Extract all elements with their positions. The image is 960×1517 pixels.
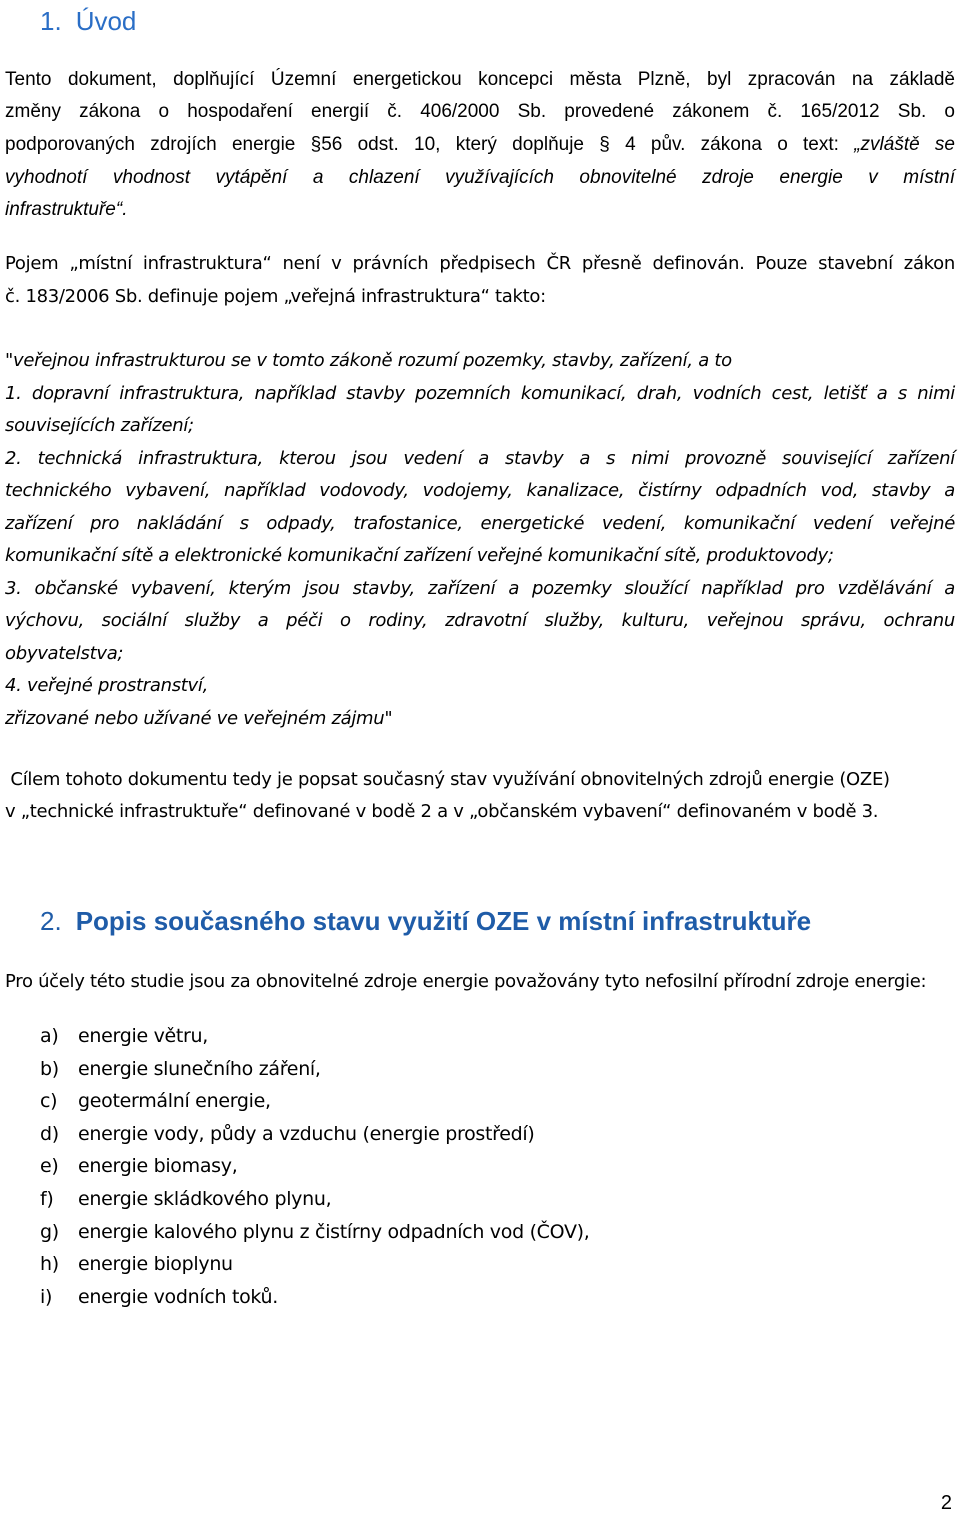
quote-line-9: výchovu, sociální služby a péči o rodiny, zdravotní služby, kulturu, veřejnou správu, ochranu: [5, 610, 955, 631]
quote-line-2: 1. dopravní infrastruktura, například stavby pozemních komunikací, drah, vodních cest, letišť a s nimi: [5, 383, 955, 404]
intro-line-5: infrastruktuře“.: [5, 199, 128, 220]
quote-line-12: zřizované nebo užívané ve veřejném zájmu": [5, 708, 393, 729]
list-item-label: a): [40, 1025, 59, 1047]
list-item-text: energie biomasy,: [78, 1155, 238, 1178]
page-number: 2: [940, 1492, 952, 1514]
quote-line-7: komunikační sítě a elektronické komunikační zařízení veřejné komunikační sítě, produktovody;: [5, 545, 834, 566]
list-item-label: c): [40, 1090, 58, 1113]
quote-line-10: obyvatelstva;: [5, 643, 124, 664]
heading-popis: [40, 906, 811, 937]
cilem-line-1: Cílem tohoto dokumentu tedy je popsat současný stav využívání obnovitelných zdrojů energie (OZE): [5, 769, 890, 790]
list-item-text: energie větru,: [78, 1025, 209, 1047]
intro-line-3-italic: „zvláště se: [854, 134, 955, 155]
heading-title: Úvod: [75, 6, 137, 36]
list-item-text: energie kalového plynu z čistírny odpadních vod (ČOV),: [78, 1220, 590, 1243]
list-item-label: h): [40, 1253, 59, 1276]
list-item-text: energie slunečního záření,: [78, 1057, 321, 1080]
quote-line-1: "veřejnou infrastrukturou se v tomto zákoně rozumí pozemky, stavby, zařízení, a to: [5, 350, 732, 371]
list-item-label: b): [40, 1057, 59, 1080]
list-item: [40, 1183, 331, 1215]
list-item: [40, 1150, 237, 1182]
heading-uvod: [40, 6, 136, 37]
quote-line-8: 3. občanské vybavení, kterým jsou stavby, zařízení a pozemky sloužící například pro vzdělávání a: [5, 578, 955, 599]
quote-line-4: 2. technická infrastruktura, kterou jsou vedení a stavby a s nimi provozně související zařízení: [5, 448, 955, 469]
list-item: [40, 1020, 208, 1052]
list-item-label: f): [40, 1188, 54, 1210]
list-item-text: energie skládkového plynu,: [78, 1188, 332, 1210]
list-item-text: energie vodních toků.: [78, 1285, 279, 1308]
intro-line-1: Tento dokument, doplňující Územní energetickou koncepci města Plzně, byl zpracován na základě: [5, 69, 955, 90]
intro-line-4: vyhodnotí vhodnost vytápění a chlazení využívajících obnovitelné zdroje energie v místní: [5, 167, 955, 188]
heading-number: 1.: [40, 6, 62, 36]
pro-ucely-paragraph: Pro účely této studie jsou za obnovitelné zdroje energie považovány tyto nefosilní přírodní zdroje energie:: [5, 971, 927, 992]
list-item: [40, 1216, 590, 1248]
list-item: [40, 1118, 534, 1150]
list-item: [40, 1281, 278, 1313]
list-item-label: i): [40, 1285, 53, 1308]
intro-line-3-plain: podporovaných zdrojích energie §56 odst. 10, který doplňuje § 4 pův. zákona o text:: [5, 134, 855, 155]
list-item-text: energie vody, půdy a vzduchu (energie prostředí): [78, 1122, 535, 1145]
list-item-text: geotermální energie,: [78, 1090, 271, 1113]
pojem-line-2: č. 183/2006 Sb. definuje pojem „veřejná infrastruktura“ takto:: [5, 286, 546, 307]
quote-line-11: 4. veřejné prostranství,: [5, 675, 209, 696]
cilem-line-2: v „technické infrastruktuře“ definované v bodě 2 a v „občanském vybavení“ definovaném v bodě 3.: [5, 801, 879, 822]
quote-line-5: technického vybavení, například vodovody, vodojemy, kanalizace, čistírny odpadních vod, stavby a: [5, 480, 955, 501]
list-item: [40, 1053, 321, 1085]
heading-title: Popis současného stavu využití OZE v místní infrastruktuře: [75, 906, 812, 936]
quote-line-6: zařízení pro nakládání s odpady, trafostanice, energetické vedení, komunikační vedení veřejné: [5, 513, 955, 534]
intro-line-2: změny zákona o hospodaření energií č. 406/2000 Sb. provedené zákonem č. 165/2012 Sb. o: [5, 101, 955, 122]
list-item-label: e): [40, 1155, 59, 1178]
list-item-label: g): [40, 1220, 59, 1243]
list-item-text: energie bioplynu: [78, 1253, 233, 1276]
pojem-line-1: Pojem „místní infrastruktura“ není v právních předpisech ČR přesně definován. Pouze stavební zákon: [5, 253, 955, 274]
list-item: [40, 1085, 271, 1117]
intro-line-3: [5, 129, 955, 161]
list-item: [40, 1248, 233, 1280]
heading-number: 2.: [40, 906, 62, 936]
list-item-label: d): [40, 1122, 59, 1145]
quote-line-3: souvisejících zařízení;: [5, 415, 194, 436]
